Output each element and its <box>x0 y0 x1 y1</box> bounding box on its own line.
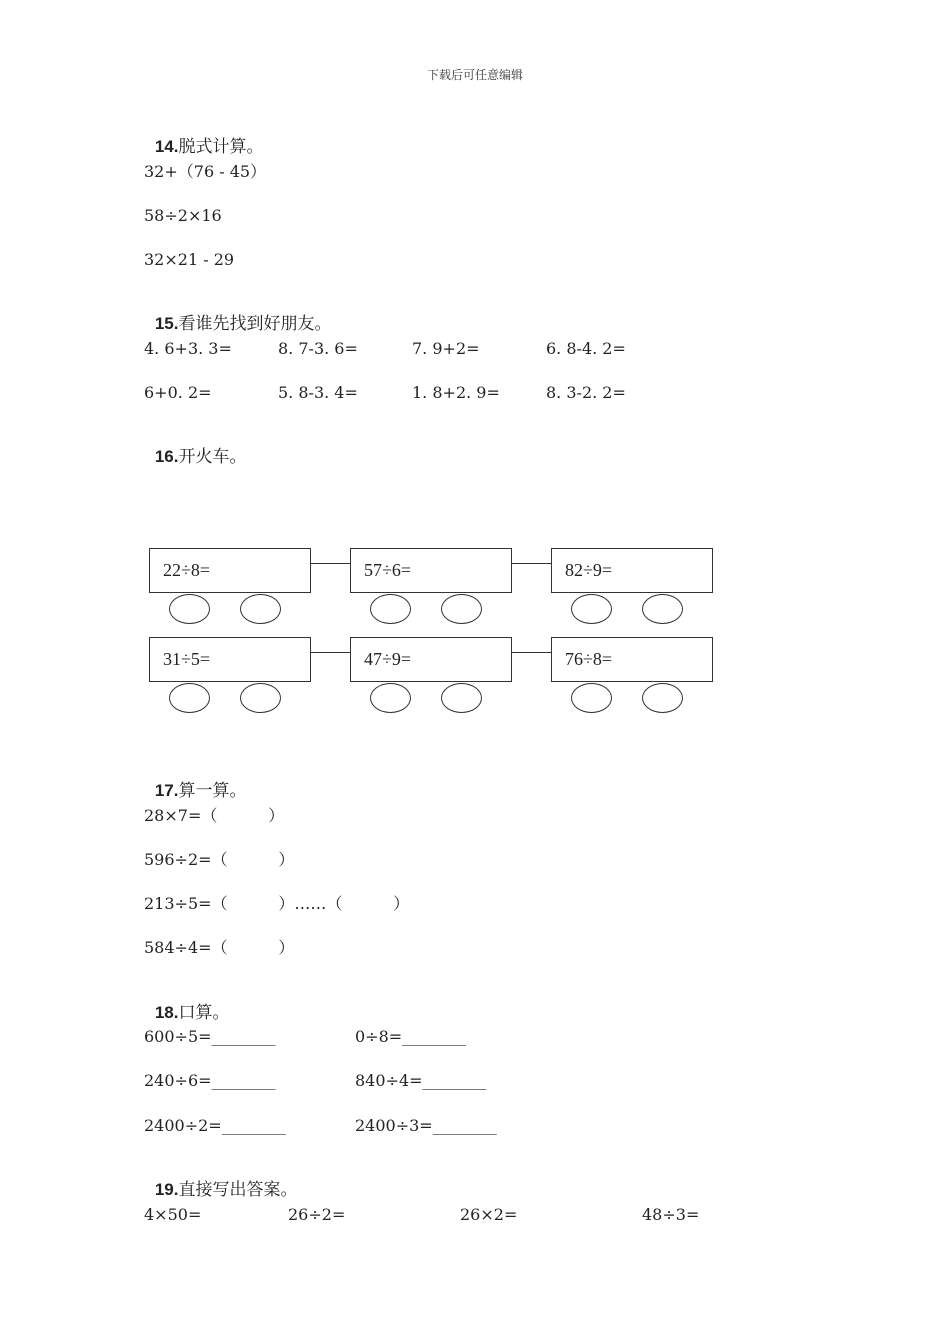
wheel <box>240 594 281 624</box>
q19-item: 26÷2= <box>288 1205 346 1224</box>
question-17-title <box>144 761 246 801</box>
train-car-problem: 22÷8= <box>163 560 211 580</box>
wheel <box>370 594 411 624</box>
train-car <box>350 548 512 593</box>
q18-item: 0÷8=________ <box>355 1027 467 1046</box>
q18-item: 240÷6=________ <box>144 1071 276 1090</box>
question-14-title <box>144 117 263 157</box>
q17-item-4: 584÷4=（ ） <box>144 938 295 957</box>
question-number: 18. <box>154 1003 179 1022</box>
train-car <box>350 637 512 682</box>
train-car-problem: 31÷5= <box>163 649 211 669</box>
question-number: 16. <box>154 447 179 466</box>
question-text: 口算。 <box>178 1003 230 1023</box>
train-car <box>149 637 311 682</box>
q18-item: 2400÷3=________ <box>355 1116 497 1135</box>
question-text: 开火车。 <box>178 447 247 467</box>
question-18-title <box>144 983 229 1023</box>
q15-item: 7. 9+2= <box>412 339 480 358</box>
wheel <box>370 683 411 713</box>
q15-item: 5. 8-3. 4= <box>278 383 358 402</box>
question-text: 看谁先找到好朋友。 <box>178 314 332 334</box>
question-15-title <box>144 294 331 334</box>
train-car-problem: 47÷9= <box>364 649 412 669</box>
coupler <box>511 563 552 564</box>
coupler <box>310 563 351 564</box>
q14-item-3: 32×21 - 29 <box>144 250 235 269</box>
train-car-problem: 76÷8= <box>565 649 613 669</box>
question-19-title <box>144 1160 297 1200</box>
question-number: 19. <box>154 1180 179 1199</box>
question-16-title <box>144 427 246 467</box>
q15-item: 6. 8-4. 2= <box>546 339 626 358</box>
q17-item-3: 213÷5=（ ）……（ ） <box>144 894 410 913</box>
wheel <box>571 594 612 624</box>
q15-item: 6+0. 2= <box>144 383 212 402</box>
q14-item-2: 58÷2×16 <box>144 206 222 225</box>
wheel <box>441 594 482 624</box>
coupler <box>310 652 351 653</box>
wheel <box>169 683 210 713</box>
wheel <box>642 683 683 713</box>
q18-item: 2400÷2=________ <box>144 1116 286 1135</box>
q18-item: 840÷4=________ <box>355 1071 487 1090</box>
q19-item: 4×50= <box>144 1205 202 1224</box>
wheel <box>571 683 612 713</box>
wheel <box>240 683 281 713</box>
question-number: 15. <box>154 314 179 333</box>
q15-item: 4. 6+3. 3= <box>144 339 232 358</box>
wheel <box>441 683 482 713</box>
train-car-problem: 57÷6= <box>364 560 412 580</box>
train-car <box>551 548 713 593</box>
question-text: 算一算。 <box>178 781 247 801</box>
question-text: 脱式计算。 <box>178 137 264 157</box>
q15-item: 8. 3-2. 2= <box>546 383 626 402</box>
wheel <box>169 594 210 624</box>
wheel <box>642 594 683 624</box>
q17-item-1: 28×7=（ ） <box>144 806 285 825</box>
train-car <box>551 637 713 682</box>
q19-item: 26×2= <box>460 1205 518 1224</box>
question-number: 14. <box>154 137 179 156</box>
q15-item: 1. 8+2. 9= <box>412 383 500 402</box>
question-text: 直接写出答案。 <box>178 1180 298 1200</box>
page-header: 下载后可任意编辑 <box>426 68 523 82</box>
coupler <box>511 652 552 653</box>
q14-item-1: 32+（76 - 45） <box>144 162 267 181</box>
q19-item: 48÷3= <box>642 1205 700 1224</box>
q18-item: 600÷5=________ <box>144 1027 276 1046</box>
train-car <box>149 548 311 593</box>
train-car-problem: 82÷9= <box>565 560 613 580</box>
q17-item-2: 596÷2=（ ） <box>144 850 295 869</box>
q15-item: 8. 7-3. 6= <box>278 339 358 358</box>
question-number: 17. <box>154 781 179 800</box>
